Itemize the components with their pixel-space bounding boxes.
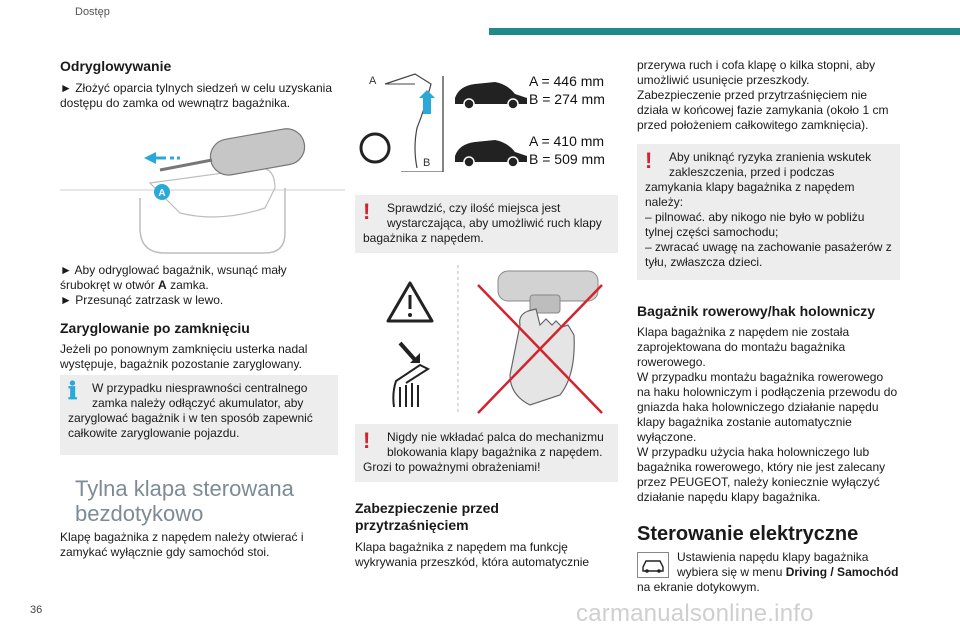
heading-zabezpieczenie: Zabezpieczenie przed przytrzaśnięciem bbox=[355, 500, 499, 533]
info-icon: ℹ bbox=[68, 378, 78, 405]
svg-text:A: A bbox=[369, 75, 377, 87]
paragraph-final-phase: Zabezpieczenie przed przytrzaśnięciem nie działa w końcowej fazie zamykania (około 1 cm przed położeniem całkowitego zamknięcia). bbox=[637, 88, 889, 132]
heading-sterowanie: Sterowanie elektryczne bbox=[637, 523, 859, 545]
warning-box-finger: ! Nigdy nie wkładać palca do mechanizmu blokowania klapy bagażnika z napędem. Grozi to poważnymi obrażeniami! bbox=[355, 424, 618, 482]
paragraph-insert-screwdriver: ► Aby odryglować bagażnik, wsunąć mały śrubokręt w otwór A zamka. ► Przesunąć zatrzask w lewo. bbox=[60, 263, 287, 307]
paragraph-stop-and-retract: przerywa ruch i cofa klapę o kilka stopni, aby umożliwić usunięcie przeszkody. bbox=[637, 58, 876, 87]
illustration-finger-warning bbox=[370, 265, 610, 417]
left-column-4 bbox=[60, 530, 338, 560]
paragraph-bike-carrier: Klapa bagażnika z napędem nie została zaprojektowana do montażu bagażnika rowerowego. bbox=[637, 325, 850, 369]
warning-icon: ! bbox=[363, 199, 371, 224]
paragraph-not-recommended: W przypadku użycia haka holowniczego lub bagażnika rowerowego, który nie jest zalecany przez PEUGEOT, należy koniecznie wyłączyć działanie napędu klapy bagażnika. bbox=[637, 445, 886, 504]
left-column-2 bbox=[60, 263, 338, 372]
paragraph-fault-persists: Jeżeli po ponownym zamknięciu usterka nadal występuje, bagażnik pozostanie zaryglowany. bbox=[60, 342, 308, 371]
heading-bagaznik: Bagażnik rowerowy/hak holowniczy bbox=[637, 303, 876, 319]
right-column-2 bbox=[637, 303, 899, 505]
paragraph-stationary: Klapę bagażnika z napędem należy otwierać i zamykać wyłącznie gdy samochód stoi. bbox=[60, 530, 304, 559]
svg-text:A = 410 mm: A = 410 mm bbox=[529, 133, 605, 149]
left-column-3 bbox=[75, 476, 345, 526]
right-column-4 bbox=[637, 550, 899, 595]
svg-text:B = 509 mm: B = 509 mm bbox=[529, 151, 605, 167]
label-a: A bbox=[158, 188, 166, 199]
paragraph-touchscreen-end: na ekranie dotykowym. bbox=[637, 580, 760, 594]
page-number: 36 bbox=[30, 604, 43, 616]
paragraph-fold-seats: ► Złożyć oparcia tylnych siedzeń w celu uzyskania dostępu do zamka od wewnątrz bagażnika. bbox=[60, 81, 332, 110]
middle-column-2 bbox=[355, 500, 618, 570]
heading-zaryglowanie: Zaryglowanie po zamknięciu bbox=[60, 320, 250, 336]
paragraph-towbar-disconnect: W przypadku montażu bagażnika rowerowego na haku holowniczym i podłączenia przewodu do gniazda haka holowniczego działanie napędu klapy bagażnika zostanie automatycznie wyłączone. bbox=[637, 370, 898, 444]
hand-icon bbox=[393, 365, 428, 407]
car-side-icon bbox=[455, 82, 527, 109]
info-box: ℹ W przypadku niesprawności centralnego zamka należy odłączyć akumulator, aby zaryglować bagażnik i w ten sposób zapewnić całkowite zaryglowanie pojazdu. bbox=[60, 375, 338, 455]
illustration-screwdriver-lock bbox=[60, 128, 345, 256]
header-accent-bar bbox=[489, 28, 960, 35]
watermark: carmanualsonline.info bbox=[576, 600, 814, 627]
left-column bbox=[60, 58, 338, 111]
car-side-icon bbox=[455, 140, 527, 167]
warning-box-space: ! Sprawdzić, czy ilość miejsca jest wystarczająca, aby umożliwić ruch klapy bagażnika z napędem. bbox=[355, 195, 618, 253]
paragraph-touchscreen-menu: Ustawienia napędu klapy bagażnika wybiera się w menu Driving / Samochód bbox=[677, 550, 899, 579]
warning-icon: ! bbox=[363, 428, 371, 453]
heading-odryglowywanie: Odryglowywanie bbox=[60, 58, 172, 74]
warning-icon: ! bbox=[645, 148, 653, 173]
warning-box-pinching: ! Aby uniknąć ryzyka zranienia wskutek zakleszczenia, przed i podczas zamykania klapy bagażnika z napędem należy: – pilnować. aby nikogo nie było w pobliżu tylnej części samochodu; – zwracać uwagę na zachowanie pasażerów z tyłu, zwłaszcza dzieci. bbox=[637, 144, 900, 280]
arrow-up-icon bbox=[419, 90, 435, 114]
svg-text:B = 274 mm: B = 274 mm bbox=[529, 91, 605, 107]
heading-tylna-klapa: Tylna klapa sterowana bezdotykowo bbox=[75, 476, 294, 526]
right-column bbox=[637, 58, 899, 133]
illustration-clearance-dimensions bbox=[355, 68, 620, 172]
paragraph-obstacle-detection: Klapa bagażnika z napędem ma funkcję wykrywania przeszkód, która automatycznie bbox=[355, 540, 590, 569]
svg-text:B: B bbox=[423, 157, 431, 169]
right-column-3 bbox=[637, 522, 899, 546]
running-header: Dostęp bbox=[75, 6, 110, 18]
svg-text:A = 446 mm: A = 446 mm bbox=[529, 73, 605, 89]
